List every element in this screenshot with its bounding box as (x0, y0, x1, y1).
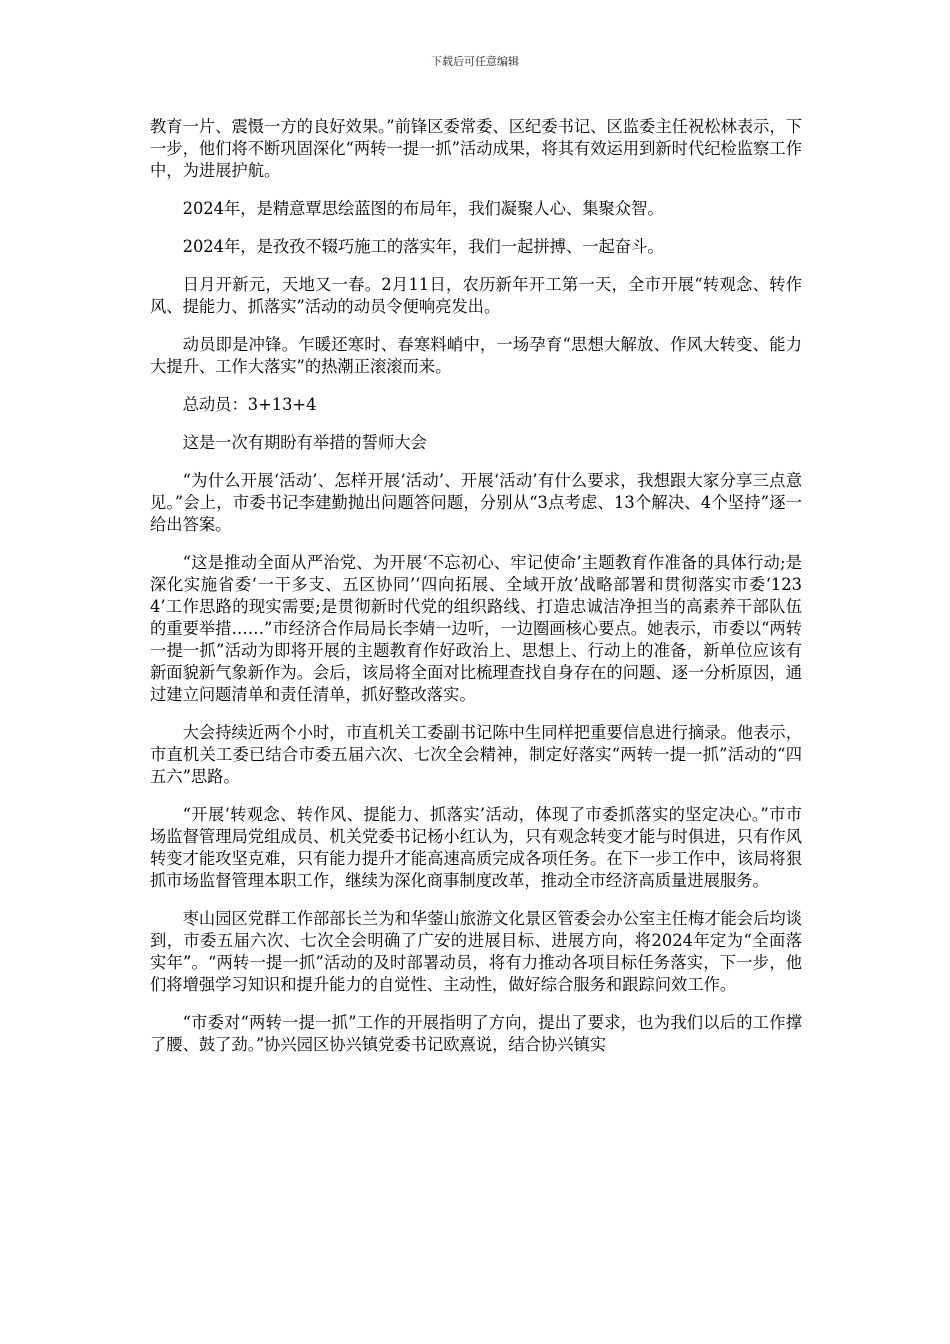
paragraph: 2024年，是精意覃思绘蓝图的布局年，我们凝聚人心、集聚众智。 (182, 199, 664, 218)
section-subheading: 这是一次有期盼有举措的誓师大会 (182, 433, 427, 452)
paragraph: “开展‘转观念、转作风、提能力、抓落实’活动，体现了市委抓落实的坚定决心。”市市场监督管理局党组成员、机关党委书记杨小红认为，只有观念转变才能与时俱进，只有作风转变才能攻坚克难，只有能力提升才能高速高质完成各项任务。在下一步工作中，该局将狠抓市场监督管理本职工作，继续为深化商事制度改革，推动全市经济高质量进展服务。 (150, 805, 802, 890)
paragraph: 大会持续近两个小时，市直机关工委副书记陈中生同样把重要信息进行摘录。他表示，市直机关工委已结合市委五届六次、七次全会精神，制定好落实“两转一提一抓”活动的“四五六”思路。 (150, 723, 802, 786)
paragraph: 动员即是冲锋。乍暖还寒时、春寒料峭中，一场孕育“思想大解放、作风大转变、能力大提升、工作大落实”的热潮正滚滚而来。 (150, 335, 802, 376)
paragraph: 教育一片、震慑一方的良好效果。”前锋区委常委、区纪委书记、区监委主任祝松林表示，下一步，他们将不断巩固深化“两转一提一抓”活动成果，将其有效运用到新时代纪检监察工作中，为进展护航。 (150, 117, 802, 180)
document-body (150, 116, 802, 1072)
paragraph: “市委对“两转一提一抓”工作的开展指明了方向，提出了要求，也为我们以后的工作撑了腰、鼓了劲。”协兴园区协兴镇党委书记欧熹说，结合协兴镇实 (150, 1013, 802, 1054)
page-header: 下载后可任意编辑 (431, 55, 519, 68)
paragraph: “这是推动全面从严治党、为开展‘不忘初心、牢记使命’主题教育作准备的具体行动;是深化实施省委‘一干多支、五区协同’‘四向拓展、全域开放’战略部署和贯彻落实市委‘1234’工作思路的现实需要;是贯彻新时代党的组织路线、打造忠诚洁净担当的高素养干部队伍的重要举措……”市经济合作局局长李婧一边听，一边圈画核心要点。她表示，市委以“两转一提一抓”活动为即将开展的主题教育作好政治上、思想上、行动上的准备，新单位应该有新面貌新气象新作为。会后，该局将全面对比梳理查找自身存在的问题、逐一分析原因，通过建立问题清单和责任清单，抓好整改落实。 (150, 553, 802, 704)
paragraph: 2024年，是孜孜不辍巧施工的落实年，我们一起拼搏、一起奋斗。 (182, 237, 664, 256)
paragraph: “为什么开展‘活动’、怎样开展‘活动’、开展‘活动’有什么要求，我想跟大家分享三点意见。”会上，市委书记李建勤抛出问题答问题，分别从“3点考虑、13个解决、4个坚持”逐一给出答案。 (150, 471, 802, 534)
paragraph: 日月开新元，天地又一春。2月11日，农历新年开工第一天，全市开展“转观念、转作风、提能力、抓落实”活动的动员令便响亮发出。 (150, 275, 802, 316)
paragraph: 枣山园区党群工作部部长兰为和华蓥山旅游文化景区管委会办公室主任梅才能会后均谈到，市委五届六次、七次全会明确了广安的进展目标、进展方向，将2024年定为“全面落实年”。“两转一提一抓”活动的及时部署动员，将有力推动各项目标任务落实，下一步，他们将增强学习知识和提升能力的自觉性、主动性，做好综合服务和跟踪问效工作。 (150, 909, 802, 994)
section-heading: 总动员：3+13+4 (182, 395, 317, 414)
